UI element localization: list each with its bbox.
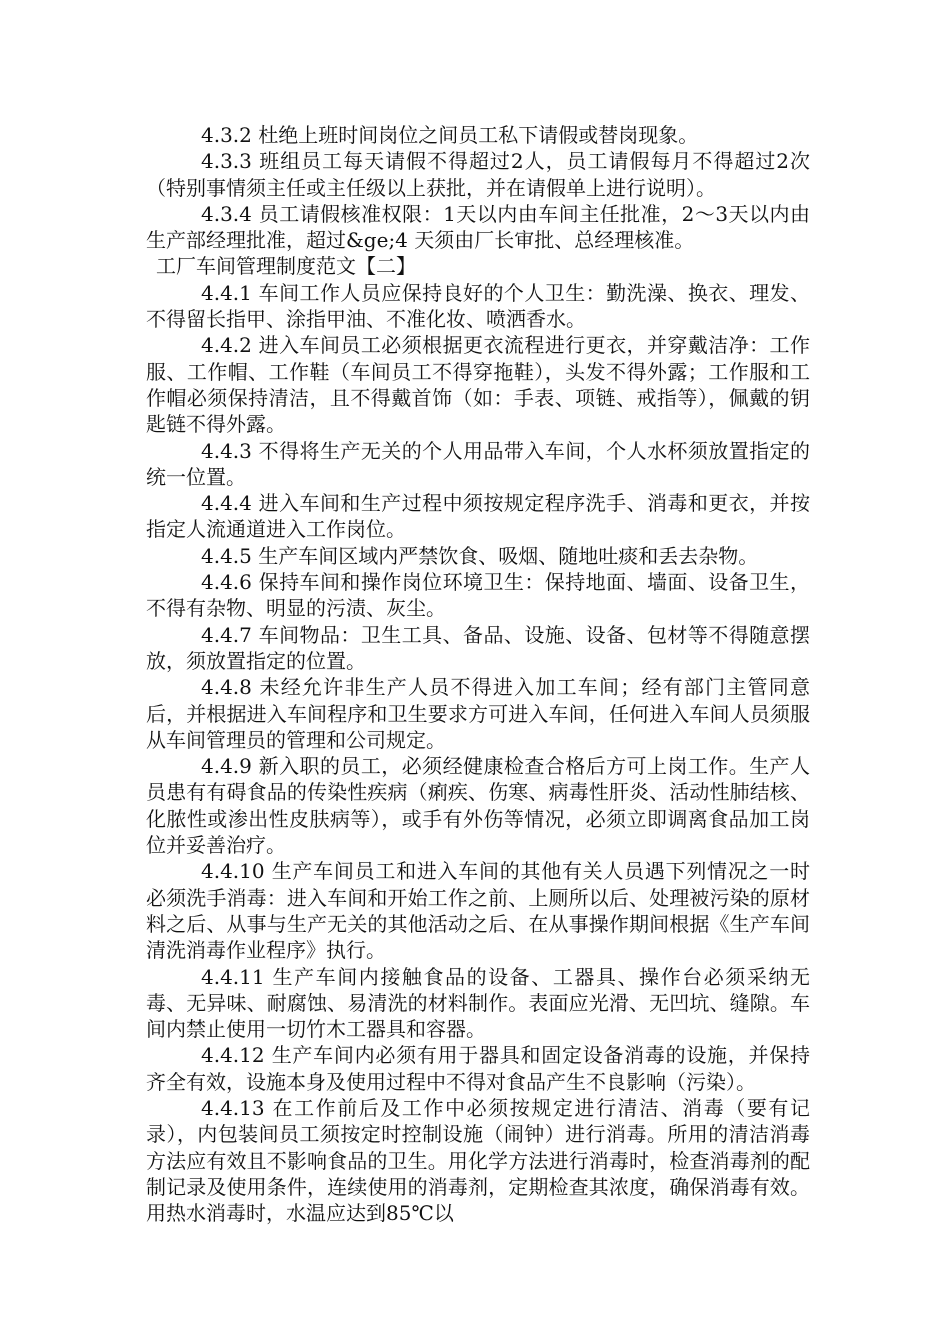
- section-heading: 工厂车间管理制度范文【二】: [156, 254, 416, 279]
- paragraph-4-4-1: 4.4.1 车间工作人员应保持良好的个人卫生：勤洗澡、换衣、理发、不得留长指甲、涂指甲油、不准化妆、喷洒香水。: [146, 280, 810, 332]
- paragraph-4-4-5: 4.4.5 生产车间区域内严禁饮食、吸烟、随地吐痰和丢去杂物。: [201, 543, 759, 568]
- paragraph-4-4-8: 4.4.8 未经允许非生产人员不得进入加工车间；经有部门主管同意后，并根据进入车间程序和卫生要求方可进入车间，任何进入车间人员须服从车间管理员的管理和公司规定。: [146, 675, 810, 752]
- paragraph-4-4-13: 4.4.13 在工作前后及工作中必须按规定进行清洁、消毒（要有记录），内包装间员工须按定时控制设施（闹钟）进行消毒。所用的清洁消毒方法应有效且不影响食品的卫生。用化学方法进行消毒时，检查消毒剂的配制记录及使用条件，连续使用的消毒剂，定期检查其浓度，确保消毒有效。用热水消毒时，水温应达到85℃以: [146, 1095, 810, 1226]
- paragraph-4-3-4: 4.3.4 员工请假核准权限：1天以内由车间主任批准，2～3天以内由生产部经理批准，超过&ge;4 天须由厂长审批、总经理核准。: [146, 201, 810, 253]
- paragraph-4-4-4: 4.4.4 进入车间和生产过程中须按规定程序洗手、消毒和更衣，并按指定人流通道进入工作岗位。: [146, 491, 810, 542]
- paragraph-4-4-2: 4.4.2 进入车间员工必须根据更衣流程进行更衣，并穿戴洁净：工作服、工作帽、工作鞋（车间员工不得穿拖鞋），头发不得外露；工作服和工作帽必须保持清洁，且不得戴首饰（如：手表、项链、戒指等），佩戴的钥匙链不得外露。: [146, 333, 810, 437]
- paragraph-4-3-3: 4.3.3 班组员工每天请假不得超过2人，员工请假每月不得超过2次（特别事情须主任或主任级以上获批，并在请假单上进行说明）。: [146, 149, 810, 200]
- paragraph-4-4-12: 4.4.12 生产车间内必须有用于器具和固定设备消毒的设施，并保持齐全有效，设施本身及使用过程中不得对食品产生不良影响（污染）。: [146, 1043, 810, 1094]
- paragraph-4-4-6: 4.4.6 保持车间和操作岗位环境卫生：保持地面、墙面、设备卫生，不得有杂物、明显的污渍、灰尘。: [146, 570, 810, 621]
- paragraph-4-3-2: 4.3.2 杜绝上班时间岗位之间员工私下请假或替岗现象。: [201, 123, 699, 147]
- paragraph-4-4-3: 4.4.3 不得将生产无关的个人用品带入车间，个人水杯须放置指定的统一位置。: [146, 438, 810, 489]
- paragraph-4-4-9: 4.4.9 新入职的员工，必须经健康检查合格后方可上岗工作。生产人员患有有碍食品的传染性疾病（痢疾、伤寒、病毒性肝炎、活动性肺结核、化脓性或渗出性皮肤病等），或手有外伤等情况，必须立即调离食品加工岗位并妥善治疗。: [146, 754, 810, 858]
- document-body: [146, 122, 810, 1226]
- paragraph-4-4-7: 4.4.7 车间物品：卫生工具、备品、设施、设备、包材等不得随意摆放，须放置指定的位置。: [146, 622, 810, 673]
- paragraph-4-4-10: 4.4.10 生产车间员工和进入车间的其他有关人员遇下列情况之一时必须洗手消毒：进入车间和开始工作之前、上厕所以后、处理被污染的原材料之后、从事与生产无关的其他活动之后、在从事操作期间根据《生产车间清洗消毒作业程序》执行。: [146, 859, 810, 963]
- paragraph-4-4-11: 4.4.11 生产车间内接触食品的设备、工器具、操作台必须采纳无毒、无异味、耐腐蚀、易清洗的材料制作。表面应光滑、无凹坑、缝隙。车间内禁止使用一切竹木工器具和容器。: [146, 964, 810, 1042]
